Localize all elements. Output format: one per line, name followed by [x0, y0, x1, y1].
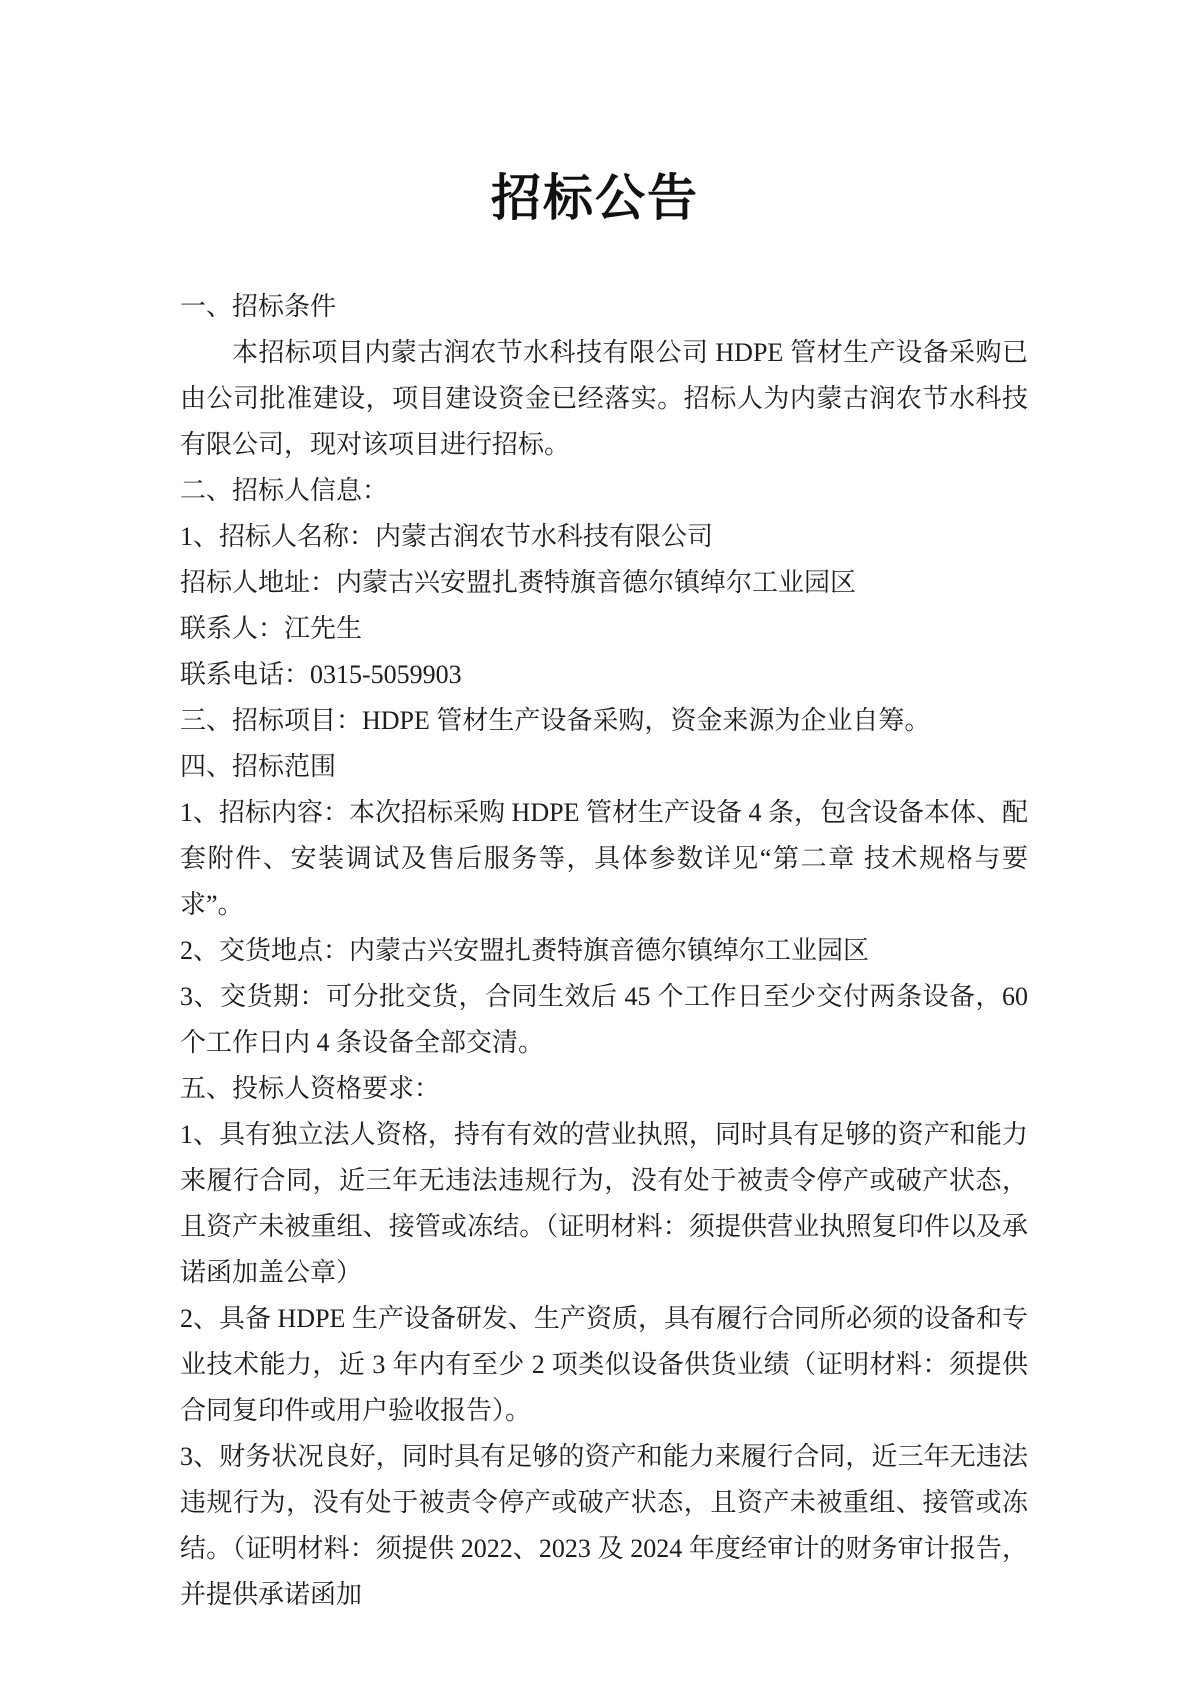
qualification-item-3: 3、财务状况良好，同时具有足够的资产和能力来履行合同，近三年无违法违规行为，没有处于被责令停产或破产状态，且资产未被重组、接管或冻结。（证明材料：须提供 2022、2023 及 2024 年度经审计的财务审计报告，并提供承诺函加	[180, 1442, 1028, 1609]
tenderer-name: 1、招标人名称：内蒙古润农节水科技有限公司	[180, 522, 714, 551]
tenderer-address: 招标人地址：内蒙古兴安盟扎赉特旗音德尔镇绰尔工业园区	[180, 568, 857, 597]
qualification-item-2: 2、具备 HDPE 生产设备研发、生产资质，具有履行合同所必须的设备和专业技术能力，近 3 年内有至少 2 项类似设备供货业绩（证明材料：须提供合同复印件或用户验收报告）。	[180, 1304, 1028, 1425]
section-5-heading: 五、投标人资格要求：	[180, 1074, 441, 1103]
section-4-heading: 四、招标范围	[180, 752, 337, 781]
bid-content-item: 1、招标内容：本次招标采购 HDPE 管材生产设备 4 条，包含设备本体、配套附件、安装调试及售后服务等，具体参数详见“第二章 技术规格与要求”。	[180, 798, 1028, 919]
qualification-item-1: 1、具有独立法人资格，持有有效的营业执照，同时具有足够的资产和能力来履行合同，近三年无违法违规行为，没有处于被责令停产或破产状态，且资产未被重组、接管或冻结。（证明材料：须提供营业执照复印件以及承诺函加盖公章）	[180, 1120, 1028, 1287]
delivery-period-item: 3、交货期：可分批交货，合同生效后 45 个工作日至少交付两条设备，60 个工作日内 4 条设备全部交清。	[180, 982, 1028, 1057]
contact-phone: 联系电话：0315-5059903	[180, 660, 462, 689]
document-title: 招标公告	[491, 170, 699, 226]
section-3-heading: 三、招标项目：HDPE 管材生产设备采购，资金来源为企业自筹。	[180, 706, 931, 735]
delivery-place-item: 2、交货地点：内蒙古兴安盟扎赉特旗音德尔镇绰尔工业园区	[180, 936, 870, 965]
section-1-heading: 一、招标条件	[180, 292, 337, 321]
section-1-body: 本招标项目内蒙古润农节水科技有限公司 HDPE 管材生产设备采购已由公司批准建设，项目建设资金已经落实。招标人为内蒙古润农节水科技有限公司，现对该项目进行招标。	[180, 338, 1028, 459]
contact-person: 联系人：江先生	[180, 614, 363, 643]
section-2-heading: 二、招标人信息：	[180, 476, 389, 505]
document-body	[180, 284, 1028, 1618]
